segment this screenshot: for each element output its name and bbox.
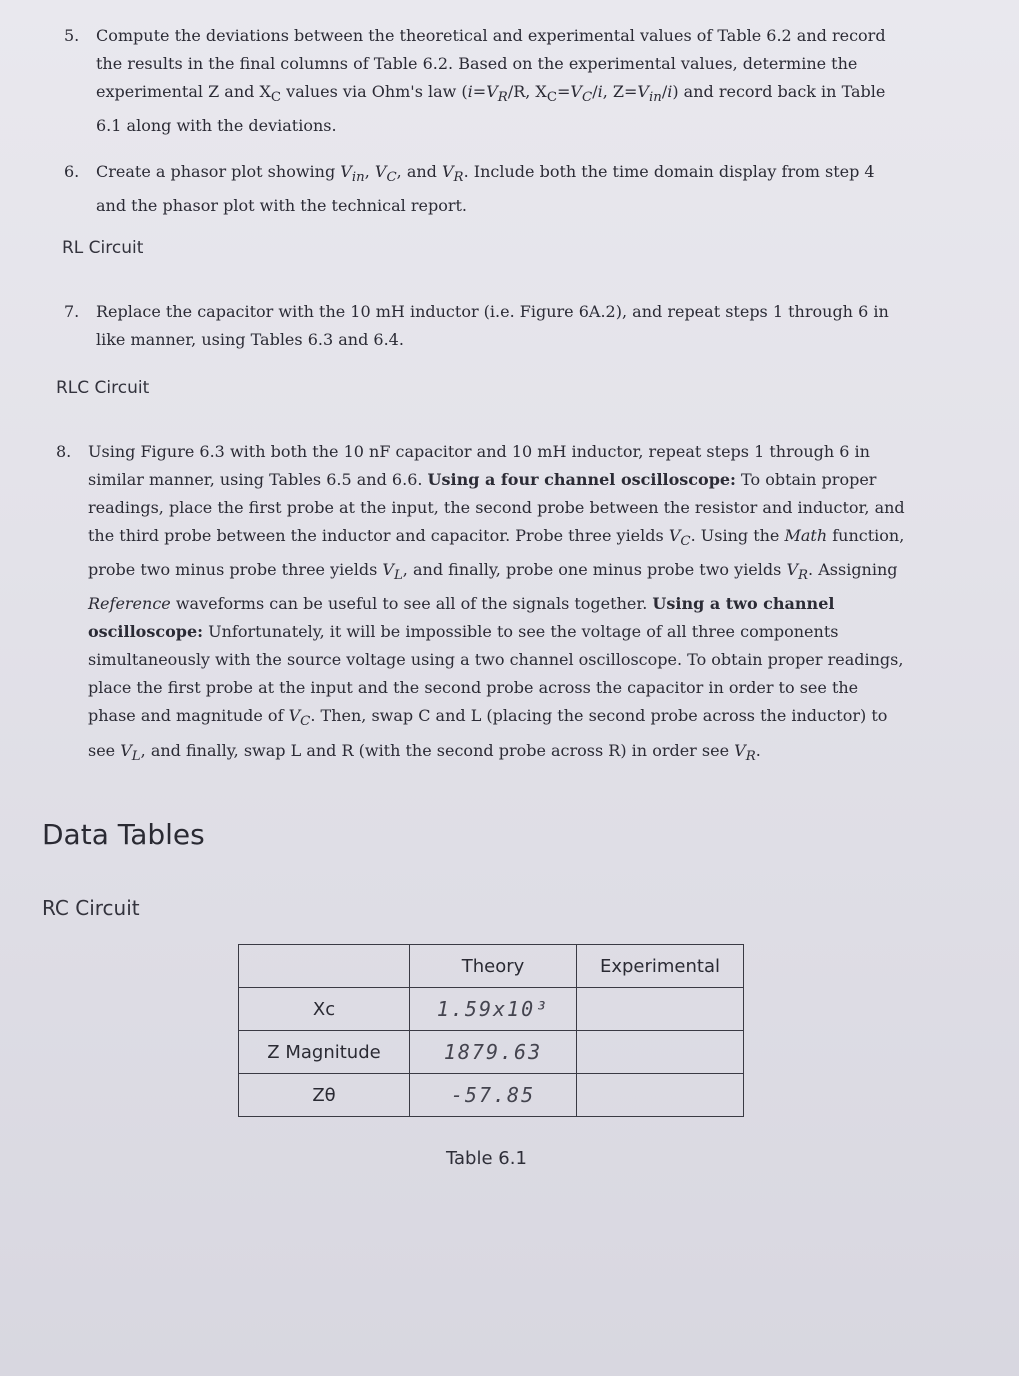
- section-heading-rlc: RLC Circuit: [56, 378, 150, 398]
- step-number: 7.: [64, 302, 80, 321]
- data-tables-heading: Data Tables: [42, 818, 205, 851]
- experimental-value: [577, 1031, 744, 1074]
- header-cell-experimental: Experimental: [577, 945, 744, 988]
- theory-value: 1879.63: [410, 1031, 577, 1074]
- table-6-1: [238, 944, 744, 1117]
- step-6: [64, 158, 904, 220]
- step-text: Create a phasor plot showing $V_{in}$, $V_C$, and $V_R$. Include both the time domain display from step 4 and the phasor plot with the technical report.: [96, 162, 875, 216]
- step-text: Replace the capacitor with the 10 mH inductor (i.e. Figure 6A.2), and repeat steps 1 through 6 in like manner, using Tables 6.3 and 6.4.: [96, 302, 889, 349]
- theory-value: 1.59x10³: [410, 988, 577, 1031]
- experimental-value: [577, 988, 744, 1031]
- section-heading-rc: RC Circuit: [42, 896, 140, 920]
- row-label: Xc: [239, 988, 410, 1031]
- row-label: Zθ: [239, 1074, 410, 1117]
- table-row: [239, 1074, 744, 1117]
- header-cell-theory: Theory: [410, 945, 577, 988]
- step-number: 6.: [64, 162, 80, 181]
- header-cell-empty: [239, 945, 410, 988]
- step-text: Using Figure 6.3 with both the 10 nF capacitor and 10 mH inductor, repeat steps 1 through 6 in similar manner, using Tables 6.5 and 6.6. Using a four channel oscilloscope: To obtain proper readings, place the first probe at the input, the second probe between the resistor and inductor, and the third probe between the inductor and capacitor. Probe three yields $V_C$. Using the Math function, probe two minus probe three yields $V_L$, and finally, probe one minus probe two yields $V_R$. Assigning Reference waveforms can be useful to see all of the signals together. Using a two channel oscilloscope: Unfortunately, it will be impossible to see the voltage of all three components simultaneously with the source voltage using a two channel oscilloscope. To obtain proper readings, place the first probe at the input and the second probe across the capacitor in order to see the phase and magnitude of $V_C$. Then, swap C and L (placing the second probe across the inductor) to see $V_L$, and finally, swap L and R (with the second probe across R) in order see $V_R$.: [88, 442, 905, 764]
- table-header-row: [239, 945, 744, 988]
- step-5: [64, 22, 904, 140]
- experimental-value: [577, 1074, 744, 1117]
- step-text: Compute the deviations between the theoretical and experimental values of Table 6.2 and record the results in the final columns of Table 6.2. Based on the experimental values, determine the experimental Z and $X_C$ values via Ohm's law ($i=V_R/R$, $X_C=V_C/i$, $Z=V_{in}/i$) and record back in Table 6.1 along with the deviations.: [96, 26, 886, 136]
- table-caption: Table 6.1: [446, 1148, 527, 1169]
- step-7: [64, 298, 904, 354]
- step-number: 8.: [56, 442, 72, 461]
- section-heading-rl: RL Circuit: [62, 238, 144, 258]
- table-row: [239, 988, 744, 1031]
- row-label: Z Magnitude: [239, 1031, 410, 1074]
- table-row: [239, 1031, 744, 1074]
- step-number: 5.: [64, 26, 80, 45]
- step-8: [56, 438, 906, 771]
- theory-value: -57.85: [410, 1074, 577, 1117]
